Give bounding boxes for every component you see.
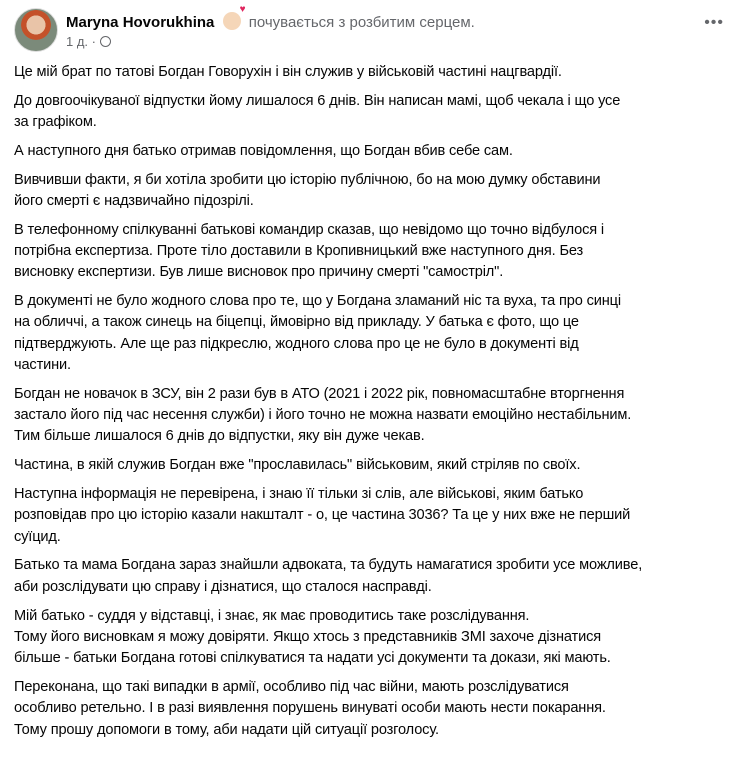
post-time[interactable]: 1 д.: [66, 34, 89, 49]
paragraph-line: більше - батьки Богдана готові спілкуватися та надати усі документи та докази, які мають.: [14, 650, 611, 667]
post-paragraph: [14, 384, 724, 448]
paragraph-line: розповідав про цю історію казали накшталт - о, це частина 3036? Та це у них вже не перший: [14, 507, 631, 524]
paragraph-line: Наступна інформація не перевірена, і знаю її тільки зі слів, але військові, яким батько: [14, 486, 584, 503]
paragraph-line: Тим більше лишалося 6 днів до відпустки, яку він дуже чекав.: [14, 428, 425, 445]
paragraph-line: Мій батько - суддя у відставці, і знає, як має проводитись таке розслідування.: [14, 607, 530, 624]
paragraph-line: частини.: [14, 357, 71, 374]
paragraph-line: на обличчі, а також синець на біцепці, ймовірно від прикладу. У батька є фото, що це: [14, 314, 579, 331]
paragraph-line: Переконана, що такі випадки в армії, особливо під час війни, мають розслідуватися: [14, 678, 569, 695]
paragraph-line: А наступного дня батько отримав повідомлення, що Богдан вбив себе сам.: [14, 142, 513, 159]
post-paragraph: [14, 677, 724, 741]
paragraph-line: Богдан не новачок в ЗСУ, він 2 рази був в АТО (2021 і 2022 рік, повномасштабне вторгнення: [14, 385, 625, 402]
author-line: [66, 12, 475, 31]
paragraph-line: суїцид.: [14, 528, 61, 545]
post-paragraph: [14, 91, 724, 134]
post-paragraph: [14, 141, 724, 162]
post-paragraph: [14, 170, 724, 213]
paragraph-line: підтверджують. Але ще раз підкреслю, жодного слова про це не було в документі від: [14, 335, 579, 352]
globe-icon[interactable]: [100, 36, 111, 47]
author-name[interactable]: Maryna Hovorukhina: [66, 14, 215, 31]
paragraph-line: Частина, в якій служив Богдан вже "прославилась" військовим, який стріляв по своїх.: [14, 457, 581, 474]
avatar[interactable]: [14, 8, 58, 52]
paragraph-line: В телефонному спілкуванні батькові командир сказав, що невідомо що точно відбулося і: [14, 221, 604, 238]
post-paragraph: [14, 220, 724, 284]
more-options-button[interactable]: •••: [704, 14, 724, 31]
paragraph-line: особливо ретельно. І в разі виявлення порушень винуваті особи мають нести покарання.: [14, 700, 606, 717]
post-meta: [66, 34, 111, 49]
feeling-text: почувається з розбитим серцем.: [248, 14, 475, 31]
paragraph-line: Тому його висновкам я можу довіряти. Якщо хтось з представників ЗМІ захоче дізнатися: [14, 628, 601, 645]
post-paragraph: [14, 555, 724, 598]
paragraph-line: застало його під час несення служби) і його точно не можна назвати емоційно нестабільним.: [14, 407, 632, 424]
paragraph-line: Тому прошу допомоги в тому, аби надати цій ситуації розголосу.: [14, 721, 439, 738]
broken-heart-face-icon: [223, 12, 241, 30]
paragraph-line: До довгоочікуваної відпустки йому лишалося 6 днів. Він написан мамі, щоб чекала і що усе: [14, 92, 621, 109]
paragraph-line: за графіком.: [14, 114, 97, 131]
separator: ·: [91, 34, 97, 49]
paragraph-line: В документі не було жодного слова про те, що у Богдана зламаний ніс та вуха, та про синці: [14, 293, 621, 310]
paragraph-line: Це мій брат по татові Богдан Говорухін і він служив у військовій частині нацгвардії.: [14, 64, 562, 80]
paragraph-line: його смерті є надзвичайно підозрілі.: [14, 192, 254, 209]
post-paragraph: [14, 606, 724, 670]
paragraph-line: потрібна експертиза. Проте тіло доставили в Кропивницький вже наступного дня. Без: [14, 243, 584, 260]
post-paragraph: [14, 455, 724, 476]
paragraph-line: аби розслідувати цю справу і дізнатися, що сталося насправді.: [14, 578, 432, 595]
post-body: [14, 62, 724, 748]
post-paragraph: [14, 62, 724, 83]
paragraph-line: Батько та мама Богдана зараз знайшли адвоката, та будуть намагатися зробити усе можливе,: [14, 557, 643, 574]
paragraph-line: висновку експертизи. Був лише висновок про причину смерті "самострiл".: [14, 264, 504, 281]
post-header: [14, 8, 724, 54]
post-paragraph: [14, 484, 724, 548]
post-paragraph: [14, 291, 724, 376]
paragraph-line: Вивчивши факти, я би хотіла зробити цю історію публічною, бо на мою думку обставини: [14, 171, 601, 188]
